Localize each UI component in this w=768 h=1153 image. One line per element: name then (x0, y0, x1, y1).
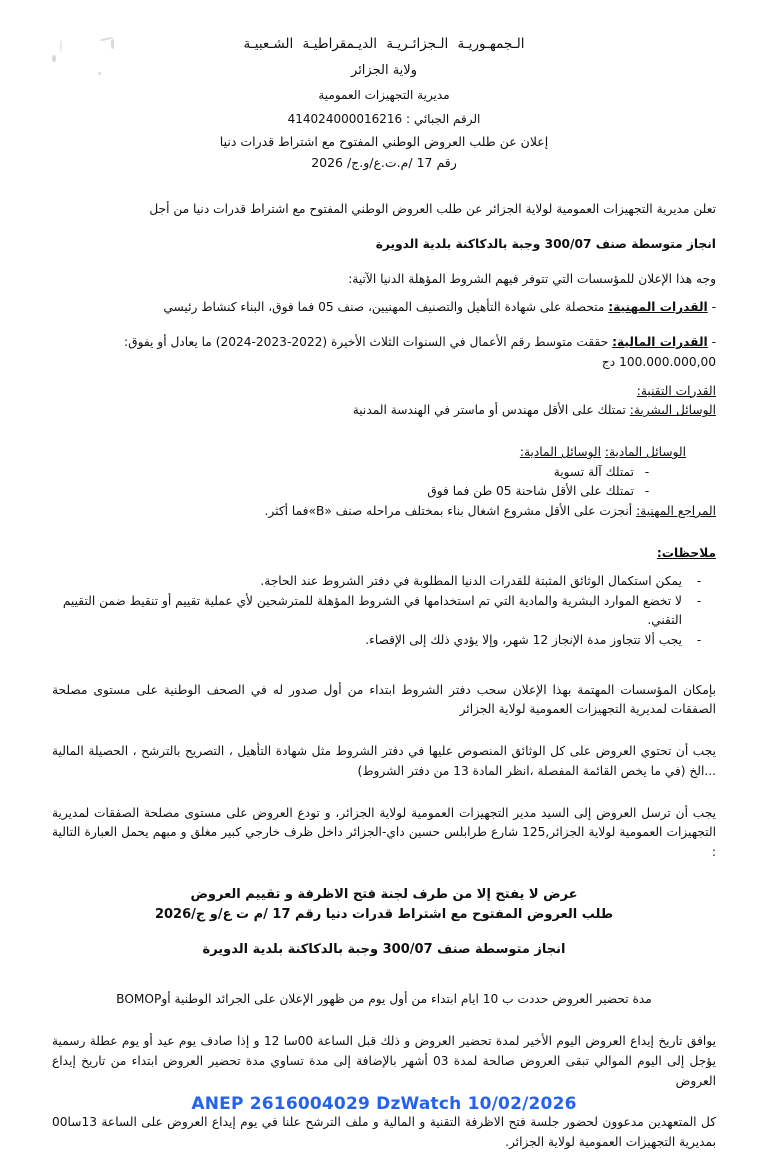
human-means-label: الوسائل البشرية: (629, 403, 716, 418)
technical-capacity-heading: القدرات التقنية: (636, 383, 716, 398)
reference-number: رقم 17 /م.ت.ع/و.ج/ 2026 (311, 155, 457, 170)
financial-capacity-row (52, 333, 716, 373)
human-means-text: تمتلك على الأقل مهندس أو ماستر في الهندسة المدنية (352, 403, 630, 418)
directorate-heading: مديرية التجهيزات العمومية (318, 88, 450, 102)
list-item-marker: - (644, 484, 650, 499)
offer-contents-paragraph: يجب أن تحتوي العروض على كل الوثائق المنصوص عليها في دفتر الشروط مثل شهادة التأهيل ، التصريح بالترشح ، الحصيلة المالية ...الخ (في ما يخص القائمة المفصلة ،انظر المادة 13 من دفتر الشروط) (52, 744, 716, 778)
material-means-list (52, 463, 716, 502)
financial-capacity-label: القدرات المالية: (612, 335, 708, 350)
list-item-marker: - (644, 464, 650, 479)
anep-reference: ANEP 2616004029 DzWatch 10/02/2026 (191, 1094, 577, 1114)
deposit-deadline-paragraph: يوافق تاريخ إيداع العروض اليوم الأخير لمدة تحضير العروض و ذلك قبل الساعة 00سا 12 و إذا صادف يوم عيد أو يوم عطلة رسمية يؤجل إلى اليوم الموالي تبقى العروض صالحة لمدة 03 أشهر بالإضافة إلى مدة تساوي مدة تحضير العروض ابتداء من تاريخ إيداع العروض (52, 1034, 717, 1088)
professional-references-label: المراجع المهنية: (636, 503, 716, 518)
financial-capacity-text: حققت متوسط رقم الأعمال في السنوات الثلاث الأخيرة (2022-2023-2024) ما يعادل أو يفوق: 100.000.000,00 دج (124, 335, 716, 369)
notes-list (52, 572, 716, 650)
material-means-label-2: الوسائل المادية: (519, 445, 601, 460)
professional-references-row (52, 502, 716, 522)
project-title: انجاز متوسطة صنف 300/07 وجبة بالدكاكنة بلدية الدويرة (375, 236, 716, 251)
list-item-marker: - (696, 574, 702, 589)
wilaya-heading: ولاية الجزائر (351, 63, 417, 78)
eligibility-lead: وجه هذا الإعلان للمؤسسات التي تتوفر فيهم الشروط المؤهلة الدنيا الآتية: (348, 271, 716, 286)
submission-paragraph: يجب أن ترسل العروض إلى السيد مدير التجهيزات العمومية لولاية الجزائر، و تودع العروض على مستوى مصلحة الصفقات لمديرية التجهيزات العمومية لولاية الجزائر,125 شارع طرابلس حسين داي-الجزائر داخل ظرف خارجي كبير مغلق و مبهم يحمل العبارة التالية : (52, 805, 716, 860)
envelope-line-3: انجاز متوسطة صنف 300/07 وجبة بالدكاكنة بلدية الدويرة (202, 942, 566, 958)
fiscal-id: الرقم الجبائي : 414024000016216 (287, 112, 481, 126)
list-item-label: تمتلك على الأقل شاحنة 05 طن فما فوق (427, 484, 634, 499)
list-item-marker: - (696, 593, 702, 608)
technical-capacity-heading-row (52, 382, 716, 402)
professional-capacity-marker: - (711, 300, 716, 315)
intro-paragraph: تعلن مديرية التجهيزات العمومية لولاية الجزائر عن طلب العروض الوطني المفتوح مع اشتراط قدرات دنيا من أجل (149, 202, 716, 216)
list-item (52, 463, 660, 483)
professional-capacity-label: القدرات المهنية: (608, 300, 708, 315)
list-item-label: يجب ألا تتجاوز مدة الإنجاز 12 شهر، وإلا يؤدي ذلك إلى الإقصاء. (365, 633, 682, 647)
material-means-label: الوسائل المادية: (604, 445, 686, 460)
list-item (52, 482, 660, 502)
human-means-row (52, 401, 716, 421)
list-item (52, 572, 716, 592)
professional-references-text: أنجزت على الأقل مشروع اشغال بناء بمختلف مراحله صنف «B»فما أكثر. (264, 503, 637, 518)
announcement-title: إعلان عن طلب العروض الوطني المفتوح مع اشتراط قدرات دنيا (219, 134, 549, 149)
list-item-label: لا تخضع الموارد البشرية والمادية التي تم استخدامها في الشروط المؤهلة للمترشحين لأي عملية تقييم أو تنقيط ضمن التقييم التقني. (62, 593, 682, 628)
list-item-marker: - (696, 633, 702, 647)
list-item-label: تمتلك آلة تسوية (553, 464, 634, 479)
notes-heading: ملاحظات: (656, 545, 716, 560)
notes-heading-row (52, 544, 716, 564)
material-means-row (52, 443, 716, 463)
withdrawal-paragraph: بإمكان المؤسسات المهتمة بهذا الإعلان سحب دفتر الشروط ابتداء من أول صدور له في الصحف الوطنية على مستوى مصلحة الصفقات لمديرية التجهيزات العمومية لولاية الجزائر (52, 682, 716, 717)
republic-heading: الـجمهـوريـة الـجزائـريـة الديـمقراطيـة الشـعبيـة (243, 36, 525, 52)
document-body (52, 36, 716, 1153)
list-item (52, 592, 716, 631)
document-header (52, 36, 716, 170)
list-item (52, 631, 716, 651)
preparation-period-paragraph: مدة تحضير العروض حددت ب 10 ايام ابتداء من أول يوم من ظهور الإعلان على الجرائد الوطنية أوBOMOP (116, 992, 652, 1007)
document-footer (0, 1094, 768, 1114)
professional-capacity-row (52, 298, 716, 318)
opening-session-paragraph: كل المتعهدين مدعوون لحضور جلسة فتح الاظرفة التقنية و المالية و ملف الترشح علنا في يوم إيداع العروض على الساعة 13سا00 بمديرية التجهيزات العمومية لولاية الجزائر. (52, 1115, 716, 1150)
list-item-label: يمكن استكمال الوثائق المثبتة للقدرات الدنيا المطلوبة في دفتر الشروط عند الحاجة. (260, 574, 682, 589)
professional-capacity-text: متحصلة على شهادة التأهيل والتصنيف المهنيين، صنف 05 فما فوق، البناء كنشاط رئيسي (163, 300, 609, 315)
envelope-inscription-block (52, 885, 716, 960)
financial-capacity-marker: - (711, 335, 716, 350)
envelope-line-2: طلب العروض المفتوح مع اشتراط قدرات دنيا رقم 17 /م ت ع/و ج/2026 (154, 907, 614, 923)
envelope-line-1: عرض لا يفتح إلا من طرف لجنة فتح الاظرفة و تقييم العروض (190, 886, 578, 902)
